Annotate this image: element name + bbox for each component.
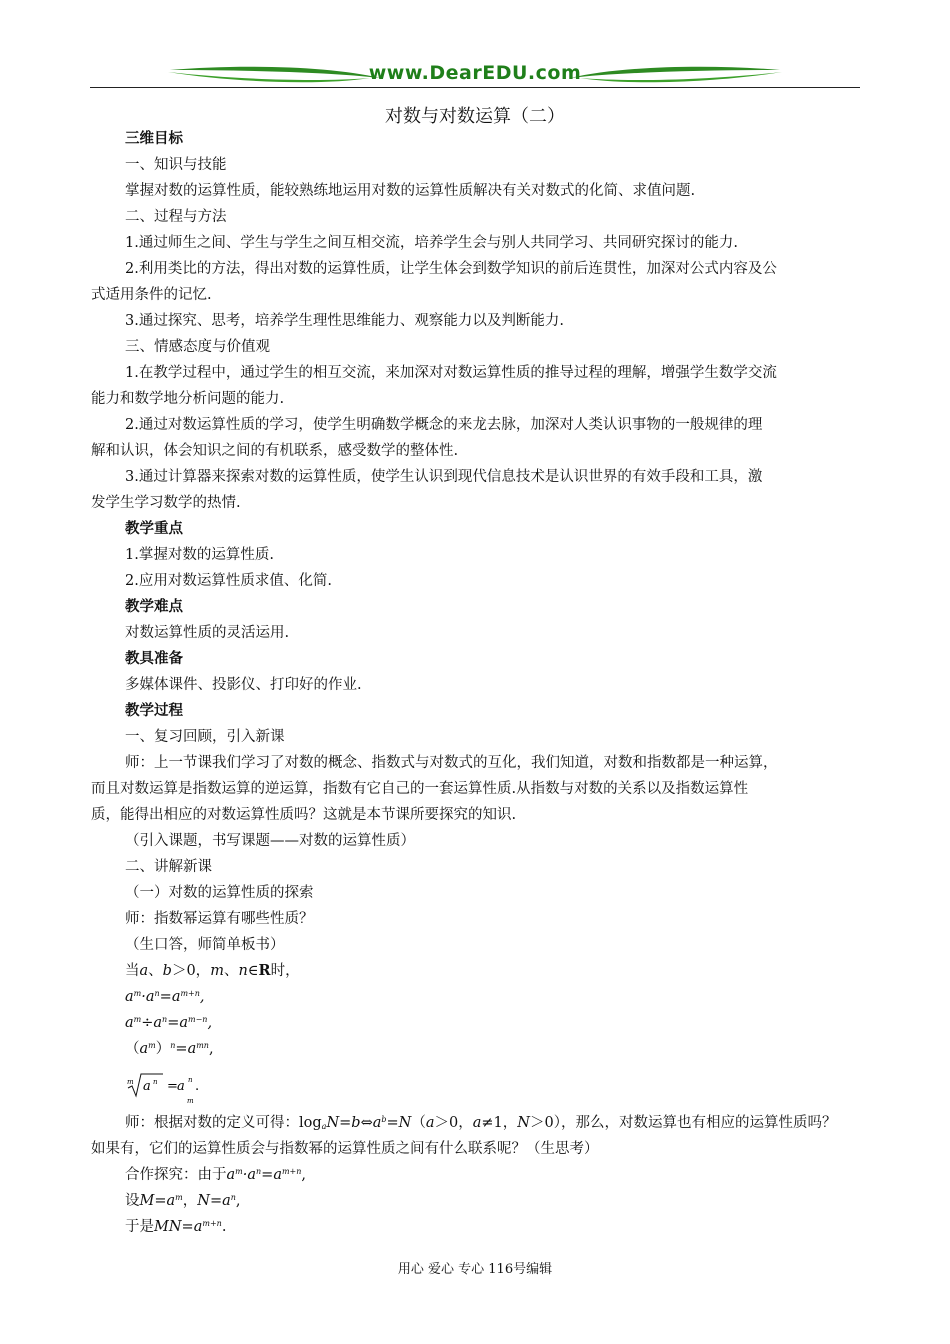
paragraph: 3.通过计算器来探索对数的运算性质，使学生认识到现代信息技术是认识世界的有效手段和工具，激 xyxy=(125,469,763,485)
page-title: 对数与对数运算（二） xyxy=(385,106,565,127)
prep-heading: 教具准备 xyxy=(125,650,183,667)
paragraph: 如果有，它们的运算性质会与指数幂的运算性质之间有什么联系呢？（生思考） xyxy=(91,1141,599,1157)
goals-heading: 三维目标 xyxy=(125,130,183,147)
paragraph: 2.利用类比的方法，得出对数的运算性质，让学生体会到数学知识的前后连贯性，加深对公式内容及公 xyxy=(125,261,777,277)
paragraph: 设$M=a^m$，$N=a^n$, xyxy=(125,1193,241,1209)
site-url: www.DearEDU.com xyxy=(368,62,582,84)
svg-text:m: m xyxy=(187,1097,194,1105)
document-body xyxy=(91,126,861,1240)
paragraph: 而且对数运算是指数运算的逆运算，指数有它自己的一套运算性质.从指数与对数的关系以及指数运算性 xyxy=(91,781,749,797)
formula-radical xyxy=(91,1062,861,1110)
paragraph: 质，能得出相应的对数运算性质吗？这就是本节课所要探究的知识. xyxy=(91,807,517,823)
formula-power: $(a^m)^n=a^{mn}$, xyxy=(125,1041,214,1057)
paragraph: 1.在教学过程中，通过学生的相互交流，来加深对对数运算性质的推导过程的理解，增强学生数学交流 xyxy=(125,365,777,381)
paragraph: 2.通过对数运算性质的学习，使学生明确数学概念的来龙去脉，加深对人类认识事物的一般规律的理 xyxy=(125,417,763,433)
svg-text:m: m xyxy=(127,1078,134,1086)
paragraph: 师：根据对数的定义可得：$\log_aN=b\Leftrightarrow a^b=N(a>0$，a≠1，N＞0），那么，对数运算也有相应的运算性质吗？ xyxy=(125,1115,837,1131)
svg-text:a: a xyxy=(177,1079,185,1094)
difficulty-heading: 教学难点 xyxy=(125,598,183,615)
paragraph: 于是$MN=a^{m+n}$. xyxy=(125,1219,227,1235)
key-points-heading: 教学重点 xyxy=(125,520,183,537)
condition-line: 当a、b＞0，m、n∈R时， xyxy=(125,962,300,979)
paragraph: 1.通过师生之间、学生与学生之间互相交流，培养学生会与别人共同学习、共同研究探讨的能力. xyxy=(125,235,738,251)
paragraph: 掌握对数的运算性质，能较熟练地运用对数的运算性质解决有关对数式的化简、求值问题. xyxy=(125,183,696,199)
sub-heading: （一）对数的运算性质的探索 xyxy=(125,885,314,901)
paragraph: 3.通过探究、思考，培养学生理性思维能力、观察能力以及判断能力. xyxy=(125,313,564,329)
paragraph: 师：上一节课我们学习了对数的概念、指数式与对数式的互化，我们知道，对数和指数都是一种运算， xyxy=(125,755,778,771)
paragraph: 合作探究：由于$a^m\cdot a^n=a^{m+n}$, xyxy=(125,1167,307,1183)
paragraph: （引入课题，书写课题——对数的运算性质） xyxy=(125,833,415,849)
paragraph: 1.掌握对数的运算性质. xyxy=(125,547,274,563)
section-heading: 二、讲解新课 xyxy=(125,859,212,875)
header-divider xyxy=(90,87,860,88)
formula-quotient: $a^m\div a^n=a^{m-n}$, xyxy=(125,1015,213,1031)
section-heading: 一、知识与技能 xyxy=(125,157,227,173)
section-heading: 二、过程与方法 xyxy=(125,209,227,225)
paragraph: 式适用条件的记忆. xyxy=(91,287,212,303)
radical-formula-icon xyxy=(125,1062,245,1110)
formula-product: $a^m\cdot a^n=a^{m+n}$, xyxy=(125,989,205,1005)
paragraph: 2.应用对数运算性质求值、化简. xyxy=(125,573,332,589)
paragraph: 能力和数学地分析问题的能力. xyxy=(91,391,285,407)
svg-text:a: a xyxy=(143,1079,151,1094)
svg-text:n: n xyxy=(188,1076,193,1084)
process-heading: 教学过程 xyxy=(125,702,183,719)
svg-text:=: = xyxy=(167,1079,178,1094)
svg-text:.: . xyxy=(195,1079,200,1094)
paragraph: 师：指数幂运算有哪些性质？ xyxy=(125,911,314,927)
page-footer: 用心 爱心 专心 116号编辑 xyxy=(397,1262,553,1277)
paragraph: 发学生学习数学的热情. xyxy=(91,495,241,511)
site-banner xyxy=(90,56,860,94)
paragraph: 解和认识，体会知识之间的有机联系，感受数学的整体性. xyxy=(91,443,459,459)
paragraph: 多媒体课件、投影仪、打印好的作业. xyxy=(125,677,362,693)
paragraph: 对数运算性质的灵活运用. xyxy=(125,625,290,641)
section-heading: 三、情感态度与价值观 xyxy=(125,339,270,355)
section-heading: 一、复习回顾，引入新课 xyxy=(125,729,285,745)
paragraph: （生口答，师简单板书） xyxy=(125,937,285,953)
svg-text:n: n xyxy=(153,1078,158,1086)
